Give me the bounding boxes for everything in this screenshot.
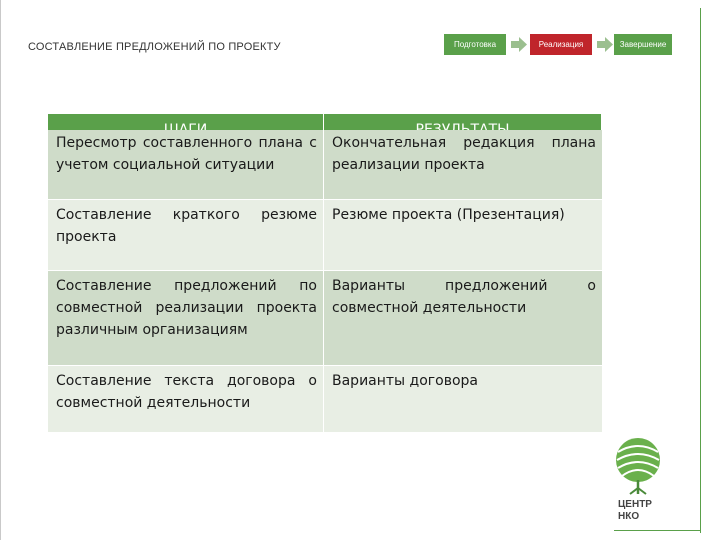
page-title: СОСТАВЛЕНИЕ ПРЕДЛОЖЕНИЙ ПО ПРОЕКТУ [28,41,281,53]
table-cell-result: Резюме проекта (Презентация) [324,200,602,271]
table-cell-result: Варианты договора [324,366,602,433]
bottom-rule [614,530,701,531]
logo-line-1: ЦЕНТР [618,499,652,510]
logo-line-2: НКО [618,511,640,522]
right-rule [700,8,701,533]
step-completion[interactable]: Завершение [614,34,672,55]
table-cell-step: Составление предложений по совместной реализации проекта различным организациям [48,271,324,366]
step-preparation[interactable]: Подготовка [444,34,506,55]
table-cell-result: Окончательная редакция плана реализации проекта [324,130,602,200]
arrow-right-icon [511,37,527,52]
logo-caption [618,499,652,523]
step-implementation[interactable]: Реализация [530,34,592,55]
table-cell-result: Варианты предложений о совместной деятельности [324,271,602,366]
table-cell-step: Составление краткого резюме проекта [48,200,324,271]
table-cell-step: Составление текста договора о совместной деятельности [48,366,324,433]
table-cell-step: Пересмотр составленного плана с учетом социальной ситуации [48,130,324,200]
arrow-right-icon [597,37,613,52]
steps-results-table [48,114,602,433]
